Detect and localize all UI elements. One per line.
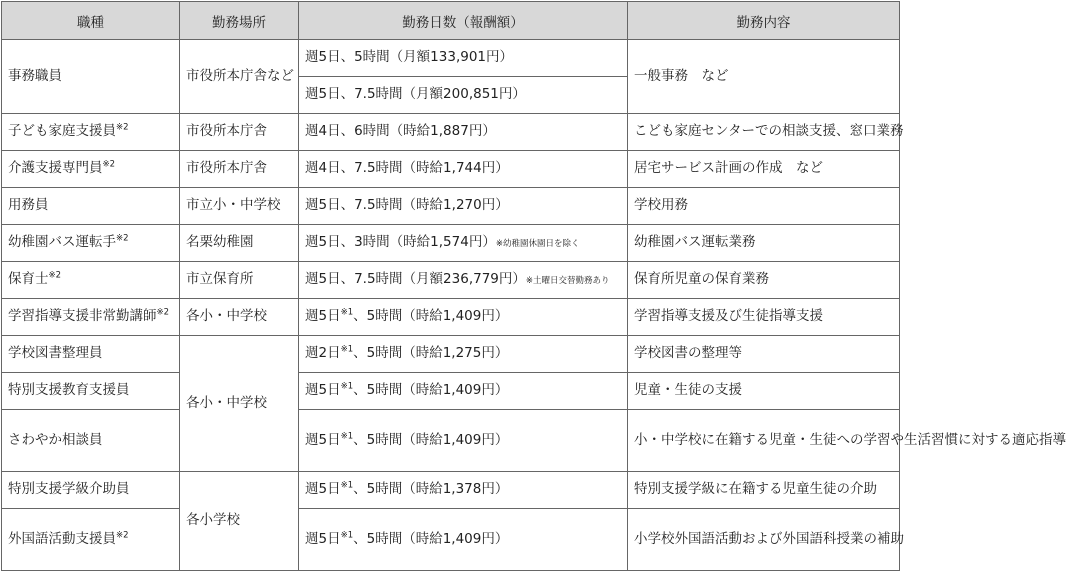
cell-work-days [299, 151, 628, 188]
cell-work-place [180, 299, 299, 336]
work-content-text: 居宅サービス計画の作成 など [634, 160, 823, 177]
job-footnote-mark: ※2 [116, 122, 129, 133]
table-row [2, 373, 900, 410]
days-footnote-mark: ※1 [340, 344, 354, 355]
work-place-text: 市立小・中学校 [186, 197, 281, 214]
cell-work-place [180, 151, 299, 188]
cell-job-type [2, 114, 180, 151]
work-content-text: 児童・生徒の支援 [634, 382, 742, 399]
job-type-text: 用務員 [8, 197, 49, 214]
job-type-text: 事務職員 [8, 67, 62, 84]
cell-work-days [299, 114, 628, 151]
header-work-place: 勤務場所 [180, 2, 299, 40]
job-type-text: 学校図書整理員 [8, 345, 103, 362]
header-job-type: 職種 [2, 2, 180, 40]
cell-work-days [299, 336, 628, 373]
work-place-text: 市役所本庁舎など [186, 67, 294, 84]
cell-work-place [180, 40, 299, 114]
work-place-text: 名栗幼稚園 [186, 234, 254, 251]
cell-work-place [180, 472, 299, 571]
cell-work-content [628, 188, 900, 225]
job-type-text: 特別支援教育支援員 [8, 382, 130, 399]
cell-work-days [299, 40, 628, 77]
table-row [2, 114, 900, 151]
work-place-text: 市役所本庁舎 [186, 123, 267, 140]
job-type-text: 特別支援学級介助員 [8, 481, 130, 498]
work-content-text: 特別支援学級に在籍する児童生徒の介助 [634, 481, 877, 498]
cell-work-place [180, 262, 299, 299]
cell-work-content [628, 299, 900, 336]
job-type-text: 外国語活動支援員 [8, 530, 116, 547]
days-footnote-mark: ※1 [340, 480, 354, 491]
job-listing-table [1, 1, 1066, 571]
cell-work-place [180, 336, 299, 472]
table-header-row [2, 2, 900, 40]
cell-work-days [299, 262, 628, 299]
job-type-text: さわやか相談員 [8, 431, 103, 448]
table-row [2, 225, 900, 262]
cell-work-days [299, 472, 628, 509]
work-place-text: 市役所本庁舎 [186, 160, 267, 177]
cell-work-days [299, 373, 628, 410]
work-place-text: 各小・中学校 [186, 394, 267, 411]
work-place-text: 各小学校 [186, 512, 240, 529]
work-content-text: 小学校外国語活動および外国語科授業の補助 [634, 530, 904, 547]
work-days-text: 週5日、7.5時間（月額200,851円） [305, 86, 526, 103]
cell-work-content [628, 225, 900, 262]
work-days-text: 週5日 [305, 308, 341, 325]
cell-work-content [628, 151, 900, 188]
work-content-text: 学習指導支援及び生徒指導支援 [634, 308, 823, 325]
work-days-text: 週5日、3時間（時給1,574円） [305, 234, 496, 251]
cell-job-type [2, 299, 180, 336]
work-days-text: 週5日 [305, 530, 341, 547]
work-days-text: 週4日、6時間（時給1,887円） [305, 123, 496, 140]
days-footnote-mark: ※1 [340, 307, 354, 318]
cell-work-content [628, 40, 900, 114]
days-note: ※土曜日交替勤務あり [525, 276, 610, 287]
cell-work-days [299, 299, 628, 336]
work-content-text: 幼稚園バス運転業務 [634, 234, 756, 251]
job-type-text: 保育士 [8, 271, 49, 288]
work-place-text: 各小・中学校 [186, 308, 267, 325]
work-days-text: 週5日、5時間（月額133,901円） [305, 49, 514, 66]
cell-work-content [628, 472, 900, 509]
work-content-text: 一般事務 など [634, 67, 729, 84]
cell-work-days [299, 225, 628, 262]
cell-job-type [2, 151, 180, 188]
cell-job-type [2, 336, 180, 373]
cell-job-type [2, 188, 180, 225]
cell-work-content [628, 262, 900, 299]
job-footnote-mark: ※2 [48, 270, 62, 281]
table-row [2, 336, 900, 373]
cell-job-type [2, 373, 180, 410]
cell-work-days [299, 77, 628, 114]
table-row [2, 40, 900, 77]
cell-work-days [299, 188, 628, 225]
table-body [2, 40, 1066, 571]
days-footnote-mark: ※1 [340, 431, 354, 442]
days-footnote-mark: ※1 [340, 530, 354, 541]
table-row [2, 472, 900, 509]
work-days-text: 、5時間（時給1,275円） [353, 345, 509, 362]
cell-work-content [628, 336, 900, 373]
cell-job-type [2, 225, 180, 262]
table-row [2, 509, 900, 571]
table-row [2, 151, 900, 188]
header-work-days: 勤務日数（報酬額） [299, 2, 628, 40]
days-note: ※幼稚園休園日を除く [495, 239, 580, 250]
job-footnote-mark: ※2 [116, 233, 129, 244]
work-content-text: 学校図書の整理等 [634, 345, 742, 362]
table-row [2, 188, 900, 225]
work-days-text: 週5日 [305, 382, 341, 399]
table-row [2, 262, 900, 299]
work-place-text: 市立保育所 [186, 271, 254, 288]
work-days-text: 、5時間（時給1,378円） [353, 481, 509, 498]
days-footnote-mark: ※1 [340, 381, 354, 392]
job-type-text: 学習指導支援非常勤講師 [8, 308, 157, 325]
cell-work-days [299, 410, 628, 472]
work-days-text: 、5時間（時給1,409円） [353, 530, 509, 547]
job-footnote-mark: ※2 [102, 159, 116, 170]
work-days-text: 、5時間（時給1,409円） [353, 431, 509, 448]
work-days-text: 週5日 [305, 481, 341, 498]
cell-work-content [628, 509, 904, 571]
job-type-text: 介護支援専門員 [8, 160, 103, 177]
cell-job-type [2, 410, 180, 472]
table-row [2, 410, 900, 472]
job-footnote-mark: ※2 [116, 530, 129, 541]
header-work-content: 勤務内容 [628, 2, 900, 40]
job-footnote-mark: ※2 [156, 307, 170, 318]
job-type-text: 子ども家庭支援員 [8, 123, 116, 140]
cell-work-days [299, 509, 628, 571]
work-content-text: こども家庭センターでの相談支援、窓口業務 [634, 123, 904, 140]
cell-work-place [180, 114, 299, 151]
cell-job-type [2, 472, 180, 509]
work-days-text: 週5日、7.5時間（時給1,270円） [305, 197, 509, 214]
work-days-text: 、5時間（時給1,409円） [353, 308, 509, 325]
work-content-text: 保育所児童の保育業務 [634, 271, 769, 288]
cell-work-place [180, 225, 299, 262]
work-days-text: 週5日、7.5時間（月額236,779円） [305, 271, 526, 288]
table-row [2, 299, 900, 336]
work-content-text: 小・中学校に在籍する児童・生徒への学習や生活習慣に対する適応指導 [634, 431, 1066, 448]
cell-work-content [628, 410, 1066, 472]
cell-work-place [180, 188, 299, 225]
work-days-text: 週2日 [305, 345, 341, 362]
cell-work-content [628, 114, 904, 151]
work-days-text: 週5日 [305, 431, 341, 448]
cell-job-type [2, 509, 180, 571]
cell-job-type [2, 40, 180, 114]
job-type-text: 幼稚園バス運転手 [8, 234, 116, 251]
work-days-text: 、5時間（時給1,409円） [353, 382, 509, 399]
cell-job-type [2, 262, 180, 299]
work-content-text: 学校用務 [634, 197, 688, 214]
work-days-text: 週4日、7.5時間（時給1,744円） [305, 160, 509, 177]
cell-work-content [628, 373, 900, 410]
